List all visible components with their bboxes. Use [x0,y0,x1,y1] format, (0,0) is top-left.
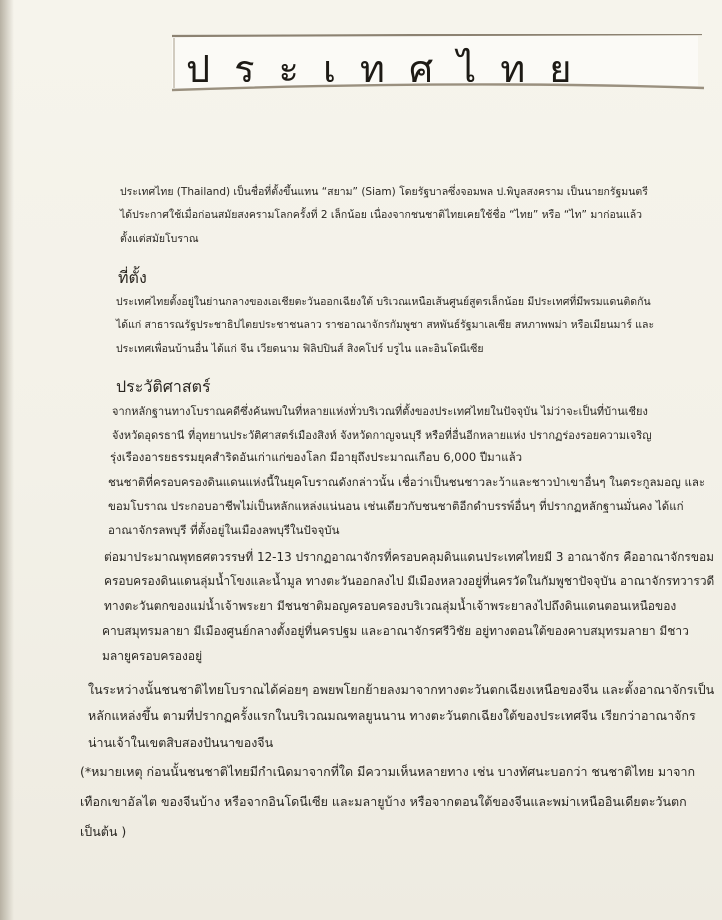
history-line-13: หลักแหล่งขึ้น ตามที่ปรากฏครั้งแรกในบริเวณมณฑลยูนนาน ทางตะวันตกเฉียงใต้ของประเทศจีน เรียกว่าอาณาจักร [88,708,696,723]
history-line-7: ต่อมาประมาณพุทธศตวรรษที่ 12-13 ปรากฏอาณาจักรที่ครอบคลุมดินแดนประเทศไทยมี 3 อาณาจักร คืออาณาจักรขอม [104,550,715,564]
location-line-3: ประเทศเพื่อนบ้านอื่น ได้แก่ จีน เวียดนาม ฟิลิปปินส์ สิงคโปร์ บรูไน และอินโดนีเซีย [116,343,484,355]
page-title: ประเทศไทย [186,47,596,91]
history-line-14: น่านเจ้าในเขตสิบสองปันนาของจีน [88,735,274,750]
history-line-9: ทางตะวันตกของแม่น้ำเจ้าพระยา มีชนชาติมอญครอบครองบริเวณลุ่มน้ำเจ้าพระยาลงไปถึงดินแดนตอนเหนือของ [104,599,677,613]
location-heading: ที่ตั้ง [118,268,147,287]
history-line-11: มลายูครอบครองอยู่ [102,649,203,663]
title-banner [168,34,708,92]
history-heading: ประวัติศาสตร์ [116,377,211,396]
history-note-line-1: (*หมายเหตุ ก่อนนั้นชนชาติไทยมีกำเนิดมาจากที่ใด มีความเห็นหลายทาง เช่น บางทัศนะบอกว่า ชนชาติไทย มาจาก [80,764,696,779]
history-line-12: ในระหว่างนั้นชนชาติไทยโบราณได้ค่อยๆ อพยพโยกย้ายลงมาจากทางตะวันตกเฉียงเหนือของจีน และตั้งอาณาจักรเป็น [88,682,715,697]
location-line-2: ได้แก่ สาธารณรัฐประชาธิปไตยประชาชนลาว ราชอาณาจักรกัมพูชา สหพันธ์รัฐมาเลเซีย สหภาพพม่า หรือเมียนมาร์ และ [116,319,655,331]
history-line-8: ครอบครองดินแดนลุ่มน้ำโขงและน้ำมูล ทางตะวันออกลงไป มีเมืองหลวงอยู่ที่นครวัดในกัมพูชาปัจจุบัน อาณาจักรทวารวดี [104,574,715,588]
intro-line-3: ตั้งแต่สมัยโบราณ [120,233,199,245]
history-line-5: ขอมโบราณ ประกอบอาชีพไม่เป็นหลักแหล่งแน่นอน เช่นเดียวกับชนชาติอีกดำบรรพ์อื่นๆ ที่ปรากฏหลักฐานมั่นคง ได้แก่ [108,499,684,513]
history-line-6: อาณาจักรลพบุรี ที่ตั้งอยู่ในเมืองลพบุรีในปัจจุบัน [108,523,340,537]
history-line-4: ชนชาติที่ครอบครองดินแดนแห่งนี้ในยุคโบราณดังกล่าวนั้น เชื่อว่าเป็นชนชาวละว้าและชาวป่าเขาอื่นๆ ในตระกูลมอญ และ [108,475,706,489]
history-line-1: จากหลักฐานทางโบราณคดีซึ่งค้นพบในที่หลายแห่งทั่วบริเวณที่ตั้งของประเทศไทยในปัจจุบัน ไม่ว่าจะเป็นที่บ้านเชียง [112,405,648,418]
intro-line-2: ได้ประกาศใช้เมื่อก่อนสมัยสงครามโลกครั้งที่ 2 เล็กน้อย เนื่องจากชนชาติไทยเคยใช้ชื่อ “ไทย” หรือ “ไท” มาก่อนแล้ว [120,209,643,221]
history-note-line-3: เป็นต้น ) [80,824,127,839]
page-edge-shadow [0,0,14,920]
intro-line-1: ประเทศไทย (Thailand) เป็นชื่อที่ตั้งขึ้นแทน “สยาม” (Siam) โดยรัฐบาลซึ่งจอมพล ป.พิบูลสงคราม เป็นนายกรัฐมนตรี [120,186,648,198]
history-line-2: จังหวัดอุดรธานี ที่อุทยานประวัติศาสตร์เมืองสิงห์ จังหวัดกาญจนบุรี หรือที่อื่นอีกหลายแห่ง ปรากฏร่องรอยความเจริญ [112,429,652,442]
history-note-line-2: เทือกเขาอัลไต ของจีนบ้าง หรือจากอินโดนีเซีย และมลายูบ้าง หรือจากตอนใต้ของจีนและพม่าเหนืออินเดียตะวันตก [80,794,687,809]
location-line-1: ประเทศไทยตั้งอยู่ในย่านกลางของเอเชียตะวันออกเฉียงใต้ บริเวณเหนือเส้นศูนย์สูตรเล็กน้อย มีประเทศที่มีพรมแดนติดกัน [116,296,651,308]
history-line-3: รุ่งเรืองอารยธรรมยุคสำริดอันเก่าแก่ของโลก มีอายุถึงประมาณเกือบ 6,000 ปีมาแล้ว [110,450,523,464]
history-line-10: คาบสมุทรมลายา มีเมืองศูนย์กลางตั้งอยู่ที่นครปฐม และอาณาจักรศรีวิชัย อยู่ทางตอนใต้ของคาบสมุทรมลายา มีชาว [102,624,689,638]
